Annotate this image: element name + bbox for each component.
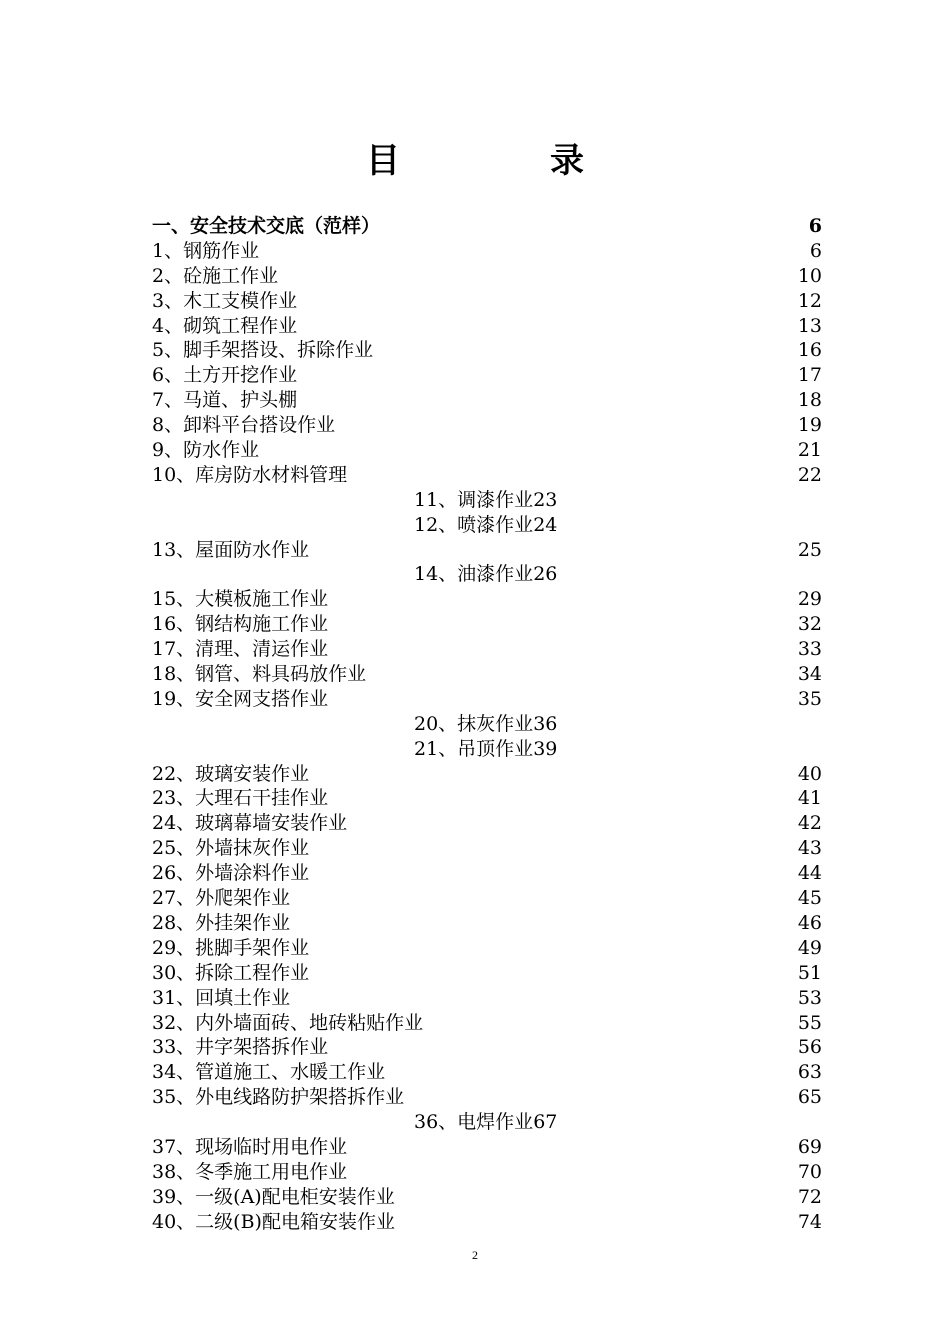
toc-entry[interactable] [152, 363, 822, 388]
toc-entry[interactable] [152, 861, 822, 886]
toc-entry-page: 74 [797, 1210, 822, 1233]
toc-entry-label: 3、木工支模作业 [152, 289, 298, 312]
toc-entry-label: 23、大理石干挂作业 [152, 787, 329, 810]
toc-entry-label: 一、安全技术交底（范样） [152, 215, 381, 237]
toc-entry-page: 12 [797, 289, 822, 312]
toc-entry-page: 65 [797, 1086, 822, 1109]
toc-entry-page: 45 [797, 887, 822, 910]
toc-entry[interactable] [152, 314, 822, 339]
toc-entry-label: 14、油漆作业 [414, 563, 534, 586]
toc-entry-page: 67 [533, 1111, 558, 1134]
toc-entry[interactable] [152, 214, 822, 239]
toc-entry-inline [414, 712, 557, 737]
toc-entry[interactable] [152, 811, 822, 836]
toc-entry-page: 21 [797, 439, 822, 462]
toc-entry-label: 4、砌筑工程作业 [152, 314, 298, 337]
toc-entry[interactable] [152, 587, 822, 612]
toc-entry-inline [414, 488, 557, 513]
toc-entry[interactable] [152, 1060, 822, 1085]
toc-entry[interactable] [152, 463, 822, 488]
toc-entry-page: 40 [797, 762, 822, 785]
toc-entry-inline [414, 562, 557, 587]
toc-entry[interactable] [152, 1135, 822, 1160]
toc-entry-label: 28、外挂架作业 [152, 911, 291, 934]
toc-entry[interactable] [152, 662, 822, 687]
toc-entry-inline [414, 1110, 557, 1135]
toc-entry[interactable] [152, 612, 822, 637]
toc-entry[interactable] [152, 388, 822, 413]
toc-entry[interactable] [152, 1011, 822, 1036]
toc-entry-page: 26 [533, 563, 558, 586]
toc-entry[interactable] [152, 986, 822, 1011]
toc-entry-page: 34 [797, 663, 822, 686]
toc-entry[interactable] [152, 1210, 822, 1235]
page-title: 目 录 [366, 141, 642, 181]
toc-entry-label: 31、回填土作业 [152, 986, 291, 1009]
toc-entry[interactable] [152, 338, 822, 363]
toc-entry-page: 17 [797, 364, 822, 387]
toc-entry[interactable] [152, 1085, 822, 1110]
table-of-contents [152, 214, 822, 1235]
toc-entry-page: 69 [797, 1135, 822, 1158]
toc-entry[interactable] [152, 886, 822, 911]
toc-entry[interactable] [152, 637, 822, 662]
toc-entry-label: 16、钢结构施工作业 [152, 613, 329, 636]
toc-entry-label: 17、清理、清运作业 [152, 638, 329, 661]
toc-entry-page: 53 [797, 986, 822, 1009]
toc-entry-page: 23 [533, 488, 558, 511]
toc-entry-page: 16 [797, 339, 822, 362]
toc-entry[interactable] [152, 562, 822, 587]
toc-entry-label: 30、拆除工程作业 [152, 961, 310, 984]
toc-entry-label: 15、大模板施工作业 [152, 588, 329, 611]
toc-entry-label: 5、脚手架搭设、拆除作业 [152, 339, 374, 362]
toc-entry-page: 44 [797, 862, 822, 885]
toc-entry-label: 19、安全网支搭作业 [152, 687, 329, 710]
toc-entry[interactable] [152, 289, 822, 314]
toc-entry[interactable] [152, 936, 822, 961]
toc-entry[interactable] [152, 513, 822, 538]
toc-entry-label: 32、内外墙面砖、地砖粘贴作业 [152, 1011, 424, 1034]
toc-entry[interactable] [152, 538, 822, 563]
page-number: 2 [472, 1248, 478, 1262]
toc-entry[interactable] [152, 1035, 822, 1060]
toc-entry-label: 2、砼施工作业 [152, 264, 279, 287]
toc-entry-label: 1、钢筋作业 [152, 239, 260, 262]
toc-entry-label: 13、屋面防水作业 [152, 538, 310, 561]
toc-entry-page: 32 [797, 613, 822, 636]
toc-entry[interactable] [152, 687, 822, 712]
toc-entry-page: 6 [809, 239, 822, 262]
toc-entry[interactable] [152, 911, 822, 936]
toc-entry-label: 37、现场临时用电作业 [152, 1135, 348, 1158]
toc-entry-label: 35、外电线路防护架搭拆作业 [152, 1086, 405, 1109]
toc-entry-label: 20、抹灰作业 [414, 712, 534, 735]
toc-entry-page: 72 [797, 1185, 822, 1208]
toc-entry-label: 9、防水作业 [152, 439, 260, 462]
toc-entry-label: 10、库房防水材料管理 [152, 463, 348, 486]
toc-entry-page: 42 [797, 812, 822, 835]
toc-entry-page: 35 [797, 687, 822, 710]
toc-entry-label: 8、卸料平台搭设作业 [152, 414, 336, 437]
toc-entry[interactable] [152, 1160, 822, 1185]
toc-entry-page: 13 [797, 314, 822, 337]
toc-entry-label: 25、外墙抹灰作业 [152, 837, 310, 860]
toc-entry-page: 25 [797, 538, 822, 561]
toc-entry-label: 38、冬季施工用电作业 [152, 1160, 348, 1183]
toc-entry-page: 22 [797, 463, 822, 486]
toc-entry-page: 33 [797, 638, 822, 661]
toc-entry-label: 29、挑脚手架作业 [152, 936, 310, 959]
toc-entry-label: 34、管道施工、水暖工作业 [152, 1061, 386, 1084]
toc-entry[interactable] [152, 762, 822, 787]
toc-entry-label: 22、玻璃安装作业 [152, 762, 310, 785]
toc-entry-label: 18、钢管、料具码放作业 [152, 663, 367, 686]
toc-entry[interactable] [152, 488, 822, 513]
toc-entry-page: 39 [533, 737, 558, 760]
toc-entry-inline [414, 513, 557, 538]
toc-entry-page: 41 [797, 787, 822, 810]
toc-entry[interactable] [152, 961, 822, 986]
toc-entry-label: 27、外爬架作业 [152, 887, 291, 910]
toc-entry[interactable] [152, 1110, 822, 1135]
toc-entry-label: 36、电焊作业 [414, 1111, 534, 1134]
toc-entry-page: 70 [797, 1160, 822, 1183]
toc-entry-page: 56 [797, 1036, 822, 1059]
toc-entry-label: 7、马道、护头棚 [152, 389, 298, 412]
toc-entry-inline [414, 737, 557, 762]
toc-entry-label: 24、玻璃幕墙安装作业 [152, 812, 348, 835]
toc-entry-label: 12、喷漆作业 [414, 513, 534, 536]
toc-entry-page: 36 [533, 712, 558, 735]
toc-entry[interactable] [152, 438, 822, 463]
toc-entry-page: 18 [797, 389, 822, 412]
toc-entry-page: 24 [533, 513, 558, 536]
toc-entry-page: 6 [808, 215, 822, 237]
toc-entry[interactable] [152, 786, 822, 811]
toc-entry-label: 21、吊顶作业 [414, 737, 534, 760]
toc-entry-page: 63 [797, 1061, 822, 1084]
toc-entry[interactable] [152, 1185, 822, 1210]
toc-entry-page: 43 [797, 837, 822, 860]
toc-entry-page: 49 [797, 936, 822, 959]
toc-entry[interactable] [152, 737, 822, 762]
toc-entry-label: 11、调漆作业 [414, 488, 534, 511]
toc-entry-label: 6、土方开挖作业 [152, 364, 298, 387]
toc-entry-page: 55 [797, 1011, 822, 1034]
toc-entry-page: 51 [797, 961, 822, 984]
toc-entry-label: 26、外墙涂料作业 [152, 862, 310, 885]
toc-entry-label: 40、二级(B)配电箱安装作业 [152, 1210, 395, 1233]
toc-entry-label: 33、井字架搭拆作业 [152, 1036, 329, 1059]
toc-entry[interactable] [152, 712, 822, 737]
toc-entry[interactable] [152, 239, 822, 264]
toc-entry-label: 39、一级(A)配电柜安装作业 [152, 1185, 395, 1208]
toc-entry-page: 29 [797, 588, 822, 611]
toc-entry[interactable] [152, 836, 822, 861]
toc-entry-page: 19 [797, 414, 822, 437]
toc-entry[interactable] [152, 264, 822, 289]
toc-entry-page: 10 [797, 264, 822, 287]
toc-entry-page: 46 [797, 911, 822, 934]
toc-entry[interactable] [152, 413, 822, 438]
